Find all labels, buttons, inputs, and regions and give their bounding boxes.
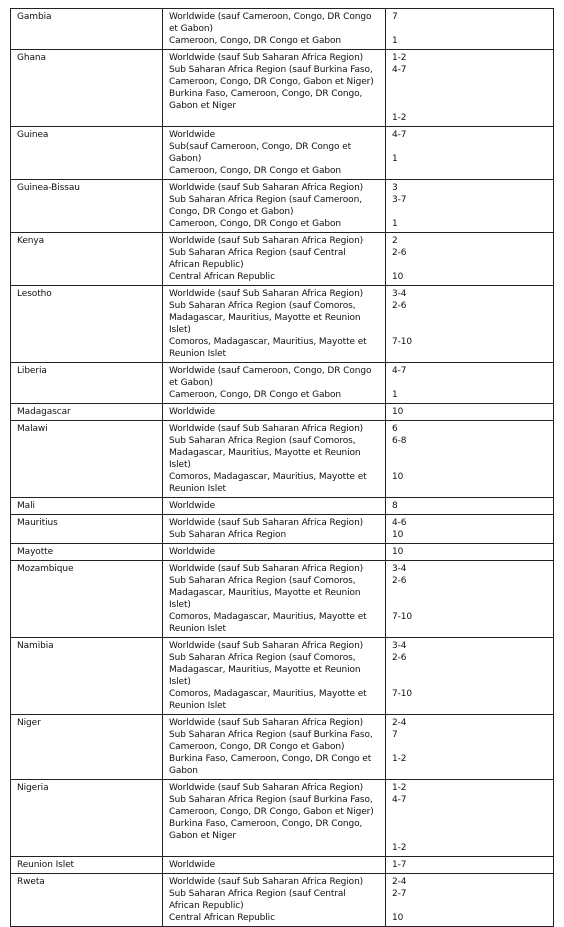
regions-cell [163, 498, 386, 515]
country-cell [11, 404, 163, 421]
country-cell [11, 9, 163, 50]
country-name: Mozambique [17, 564, 74, 574]
regions-cell [163, 9, 386, 50]
table-row [11, 363, 554, 404]
value-text: 1-2 [392, 113, 407, 123]
region-text: Worldwide [169, 407, 216, 417]
region-text: Burkina Faso, Cameroon, Congo, DR Congo et Gabon [169, 754, 372, 776]
value-text: 2-6 [392, 653, 407, 663]
value-text: 6 [392, 424, 398, 434]
table-row [11, 715, 554, 780]
table-row [11, 561, 554, 638]
value-text: 2-4 [392, 718, 407, 728]
regions-cell [163, 780, 386, 857]
values-cell [386, 404, 554, 421]
region-text: Sub Saharan Africa Region (sauf Burkina Faso, Cameroon, Congo, DR Congo, Gabon et Niger) [169, 795, 374, 817]
table-row [11, 421, 554, 498]
regions-cell [163, 874, 386, 927]
country-cell [11, 498, 163, 515]
region-text: Worldwide (sauf Sub Saharan Africa Region) [169, 877, 364, 887]
region-text: Sub(sauf Cameroon, Congo, DR Congo et Gabon) [169, 142, 352, 164]
country-cell [11, 127, 163, 180]
region-text: Worldwide (sauf Sub Saharan Africa Region) [169, 718, 364, 728]
country-cell [11, 561, 163, 638]
region-text: Cameroon, Congo, DR Congo et Gabon [169, 166, 342, 176]
values-cell [386, 638, 554, 715]
value-text: 8 [392, 501, 398, 511]
value-text: 7-10 [392, 689, 413, 699]
region-text: Sub Saharan Africa Region [169, 530, 287, 540]
value-text: 10 [392, 547, 404, 557]
values-cell [386, 544, 554, 561]
region-text: Worldwide (sauf Sub Saharan Africa Region) [169, 518, 364, 528]
region-text: Worldwide (sauf Sub Saharan Africa Region) [169, 424, 364, 434]
country-cell [11, 638, 163, 715]
region-text: Central African Republic [169, 913, 275, 923]
country-name: Mali [17, 501, 35, 511]
region-text: Worldwide (sauf Sub Saharan Africa Region) [169, 53, 364, 63]
value-text: 1 [392, 219, 398, 229]
region-text: Worldwide (sauf Cameroon, Congo, DR Congo et Gabon) [169, 12, 372, 34]
region-text: Sub Saharan Africa Region (sauf Comoros, Madagascar, Mauritius, Mayotte et Reunion Islet) [169, 576, 361, 610]
region-text: Sub Saharan Africa Region (sauf Burkina Faso, Cameroon, Congo, DR Congo et Gabon) [169, 730, 373, 752]
values-cell [386, 780, 554, 857]
value-text: 4-7 [392, 65, 407, 75]
value-text: 1-2 [392, 754, 407, 764]
country-name: Guinea [17, 130, 49, 140]
region-text: Sub Saharan Africa Region (sauf Comoros, Madagascar, Mauritius, Mayotte et Reunion Islet) [169, 301, 361, 335]
values-cell [386, 498, 554, 515]
values-cell [386, 561, 554, 638]
country-cell [11, 180, 163, 233]
region-text: Worldwide (sauf Sub Saharan Africa Region) [169, 783, 364, 793]
country-cell [11, 857, 163, 874]
region-text: Worldwide (sauf Sub Saharan Africa Region) [169, 641, 364, 651]
country-name: Ghana [17, 53, 46, 63]
country-cell [11, 50, 163, 127]
table-row [11, 180, 554, 233]
regions-cell [163, 50, 386, 127]
values-cell [386, 363, 554, 404]
country-cell [11, 515, 163, 544]
values-cell [386, 233, 554, 286]
values-cell [386, 715, 554, 780]
table-row [11, 286, 554, 363]
value-text: 1-2 [392, 53, 407, 63]
value-text: 2-7 [392, 889, 407, 899]
regions-cell [163, 180, 386, 233]
country-name: Reunion Islet [17, 860, 74, 870]
region-text: Worldwide (sauf Sub Saharan Africa Region) [169, 289, 364, 299]
regions-cell [163, 127, 386, 180]
country-name: Namibia [17, 641, 54, 651]
regions-cell [163, 404, 386, 421]
value-text: 7-10 [392, 612, 413, 622]
rates-table [10, 8, 554, 927]
regions-cell [163, 421, 386, 498]
values-cell [386, 857, 554, 874]
country-cell [11, 544, 163, 561]
table-row [11, 404, 554, 421]
table-row [11, 233, 554, 286]
region-text: Sub Saharan Africa Region (sauf Central African Republic) [169, 889, 346, 911]
table-row [11, 127, 554, 180]
value-text: 7-10 [392, 337, 413, 347]
value-text: 3-4 [392, 641, 407, 651]
value-text: 1-2 [392, 783, 407, 793]
region-text: Sub Saharan Africa Region (sauf Comoros, Madagascar, Mauritius, Mayotte et Reunion Islet) [169, 436, 361, 470]
country-cell [11, 363, 163, 404]
country-name: Nigeria [17, 783, 49, 793]
value-text: 4-7 [392, 130, 407, 140]
region-text: Sub Saharan Africa Region (sauf Burkina Faso, Cameroon, Congo, DR Congo, Gabon et Niger) [169, 65, 374, 87]
value-text: 7 [392, 730, 398, 740]
value-text: 7 [392, 12, 398, 22]
table-row [11, 874, 554, 927]
region-text: Worldwide [169, 547, 216, 557]
value-text: 10 [392, 272, 404, 282]
country-name: Madagascar [17, 407, 71, 417]
value-text: 1 [392, 36, 398, 46]
country-cell [11, 715, 163, 780]
region-text: Comoros, Madagascar, Mauritius, Mayotte et Reunion Islet [169, 472, 367, 494]
regions-cell [163, 515, 386, 544]
country-cell [11, 874, 163, 927]
country-name: Kenya [17, 236, 45, 246]
region-text: Worldwide (sauf Sub Saharan Africa Region) [169, 564, 364, 574]
region-text: Comoros, Madagascar, Mauritius, Mayotte et Reunion Islet [169, 337, 367, 359]
region-text: Sub Saharan Africa Region (sauf Central African Republic) [169, 248, 346, 270]
table-row [11, 515, 554, 544]
value-text: 2-4 [392, 877, 407, 887]
country-name: Lesotho [17, 289, 52, 299]
values-cell [386, 874, 554, 927]
region-text: Sub Saharan Africa Region (sauf Comoros, Madagascar, Mauritius, Mayotte et Reunion Islet) [169, 653, 361, 687]
table-row [11, 857, 554, 874]
values-cell [386, 9, 554, 50]
value-text: 3-4 [392, 289, 407, 299]
country-name: Liberia [17, 366, 47, 376]
table-row [11, 50, 554, 127]
value-text: 2 [392, 236, 398, 246]
value-text: 2-6 [392, 576, 407, 586]
table-row [11, 9, 554, 50]
region-text: Sub Saharan Africa Region (sauf Cameroon, Congo, DR Congo et Gabon) [169, 195, 362, 217]
region-text: Worldwide [169, 501, 216, 511]
region-text: Comoros, Madagascar, Mauritius, Mayotte et Reunion Islet [169, 612, 367, 634]
country-name: Niger [17, 718, 41, 728]
value-text: 2-6 [392, 248, 407, 258]
values-cell [386, 180, 554, 233]
region-text: Worldwide (sauf Sub Saharan Africa Region) [169, 236, 364, 246]
region-text: Cameroon, Congo, DR Congo et Gabon [169, 219, 342, 229]
regions-cell [163, 233, 386, 286]
region-text: Burkina Faso, Cameroon, Congo, DR Congo, Gabon et Niger [169, 819, 363, 841]
value-text: 3-7 [392, 195, 407, 205]
values-cell [386, 421, 554, 498]
table-row [11, 498, 554, 515]
table-row [11, 638, 554, 715]
region-text: Worldwide (sauf Sub Saharan Africa Region) [169, 183, 364, 193]
region-text: Burkina Faso, Cameroon, Congo, DR Congo, Gabon et Niger [169, 89, 363, 111]
value-text: 3 [392, 183, 398, 193]
value-text: 10 [392, 407, 404, 417]
region-text: Worldwide [169, 130, 216, 140]
region-text: Central African Republic [169, 272, 275, 282]
country-name: Gambia [17, 12, 52, 22]
regions-cell [163, 561, 386, 638]
country-cell [11, 780, 163, 857]
values-cell [386, 515, 554, 544]
regions-cell [163, 715, 386, 780]
country-cell [11, 233, 163, 286]
table-row [11, 544, 554, 561]
value-text: 4-6 [392, 518, 407, 528]
regions-cell [163, 286, 386, 363]
country-name: Malawi [17, 424, 48, 434]
values-cell [386, 286, 554, 363]
country-name: Mauritius [17, 518, 58, 528]
value-text: 4-7 [392, 795, 407, 805]
country-cell [11, 286, 163, 363]
value-text: 1-2 [392, 843, 407, 853]
value-text: 10 [392, 530, 404, 540]
region-text: Worldwide (sauf Cameroon, Congo, DR Congo et Gabon) [169, 366, 372, 388]
regions-cell [163, 363, 386, 404]
region-text: Cameroon, Congo, DR Congo et Gabon [169, 36, 342, 46]
value-text: 6-8 [392, 436, 407, 446]
value-text: 3-4 [392, 564, 407, 574]
regions-cell [163, 857, 386, 874]
values-cell [386, 127, 554, 180]
regions-cell [163, 638, 386, 715]
value-text: 10 [392, 913, 404, 923]
value-text: 2-6 [392, 301, 407, 311]
region-text: Worldwide [169, 860, 216, 870]
value-text: 10 [392, 472, 404, 482]
value-text: 1 [392, 154, 398, 164]
regions-cell [163, 544, 386, 561]
country-name: Guinea-Bissau [17, 183, 80, 193]
country-cell [11, 421, 163, 498]
value-text: 1 [392, 390, 398, 400]
region-text: Comoros, Madagascar, Mauritius, Mayotte et Reunion Islet [169, 689, 367, 711]
region-text: Cameroon, Congo, DR Congo et Gabon [169, 390, 342, 400]
country-name: Rweta [17, 877, 45, 887]
value-text: 4-7 [392, 366, 407, 376]
table-row [11, 780, 554, 857]
country-name: Mayotte [17, 547, 54, 557]
values-cell [386, 50, 554, 127]
value-text: 1-7 [392, 860, 407, 870]
